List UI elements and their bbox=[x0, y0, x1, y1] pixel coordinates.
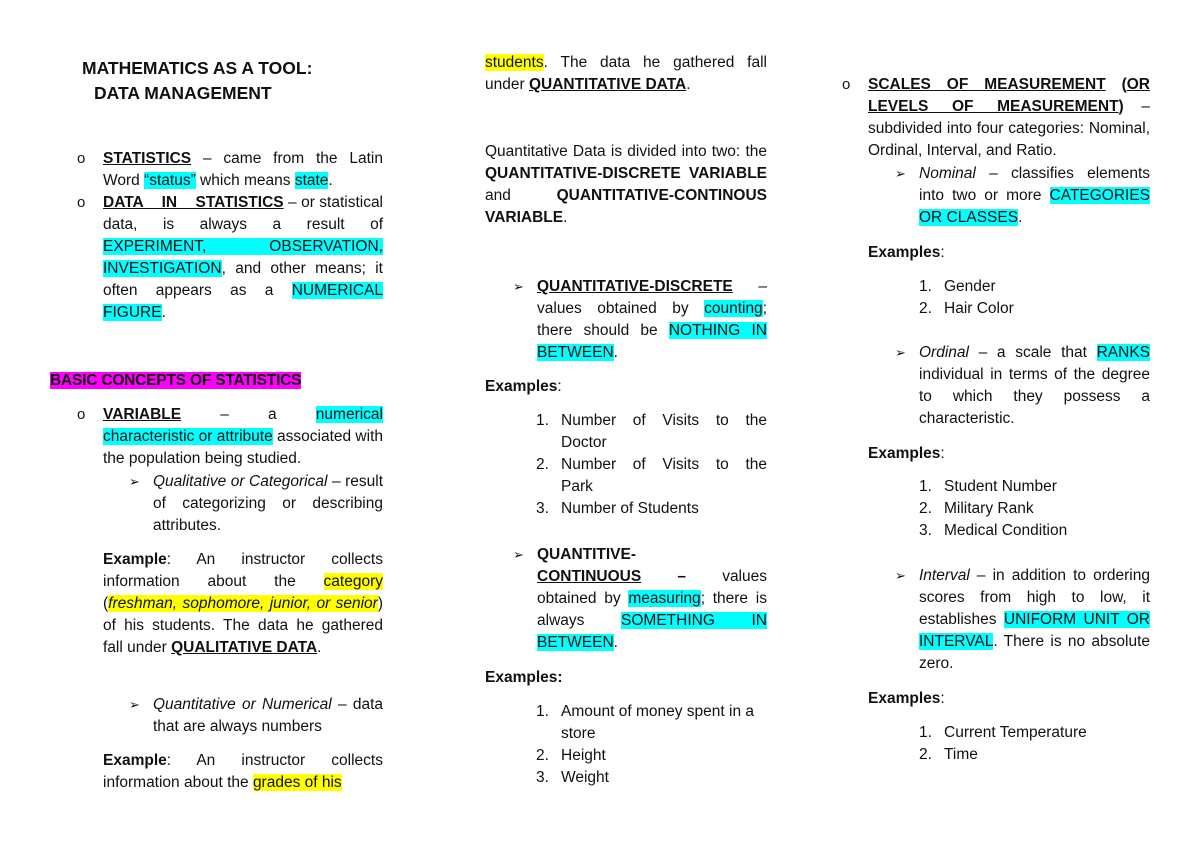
highlight: SOMETHING IN BETWEEN bbox=[537, 612, 768, 651]
data-in-statistics-definition bbox=[103, 192, 383, 324]
example-quantitative-continued bbox=[485, 52, 767, 96]
text: ; there should be bbox=[537, 300, 767, 339]
examples-label-ordinal bbox=[868, 443, 945, 465]
examples-label-nominal bbox=[868, 242, 945, 264]
ordinal-term: Ordinal bbox=[919, 344, 969, 361]
text: . bbox=[686, 76, 691, 93]
text: : An instructor collects information about the bbox=[103, 752, 383, 791]
list-item: 1. Number of Visits to the Doctor bbox=[536, 412, 767, 451]
dash: – bbox=[641, 568, 723, 585]
interval-definition bbox=[919, 565, 1150, 675]
text: which means bbox=[195, 172, 295, 189]
discrete-term: QUANTITATIVE-DISCRETE VARIABLE bbox=[485, 165, 767, 182]
text: – values obtained by bbox=[537, 278, 767, 317]
highlight: grades of his bbox=[252, 774, 342, 791]
item-text: Number of Students bbox=[561, 500, 699, 517]
title-line-1: MATHEMATICS AS A TOOL: bbox=[82, 58, 313, 78]
item-text: Time bbox=[944, 746, 978, 763]
ordinal-definition bbox=[919, 342, 1150, 430]
levels-heading: OR LEVELS OF MEASUREMENT bbox=[868, 76, 1150, 115]
example-quantitative bbox=[103, 750, 383, 794]
item-text: Number of Visits to the Park bbox=[561, 456, 767, 495]
scales-heading: SCALES OF MEASUREMENT bbox=[868, 76, 1106, 93]
highlight: “status” bbox=[144, 172, 196, 189]
text: values obtained by bbox=[537, 568, 767, 607]
highlight: numerical characteristic or attribute bbox=[103, 406, 383, 445]
qualitative-term: Qualitative or Categorical bbox=[153, 473, 328, 490]
text: individual in terms of the degree to which they possess a characteristic. bbox=[919, 366, 1150, 427]
text: – a scale that bbox=[968, 344, 1097, 361]
examples-label-discrete bbox=[485, 376, 562, 398]
examples-label-continuous bbox=[485, 667, 563, 689]
qualitative-definition bbox=[153, 471, 383, 537]
list-item: 2. Number of Visits to the Park bbox=[536, 456, 767, 495]
text: Quantitative Data is divided into two: the bbox=[485, 143, 767, 160]
highlight: EXPERIMENT, OBSERVATION, INVESTIGATION bbox=[103, 238, 383, 277]
item-text: Height bbox=[561, 747, 606, 764]
discrete-examples-list bbox=[536, 410, 767, 520]
examples-label: Examples bbox=[485, 378, 558, 395]
item-text: Gender bbox=[944, 278, 996, 295]
highlight: NUMERICAL FIGURE bbox=[103, 282, 383, 321]
quantitative-divided bbox=[485, 141, 767, 229]
paren: ( bbox=[1105, 76, 1127, 93]
list-item: 2. Time bbox=[919, 746, 978, 763]
quantitative-term: Quantitative or Numerical bbox=[153, 696, 332, 713]
variable-term: VARIABLE bbox=[103, 406, 182, 423]
item-text: Military Rank bbox=[944, 500, 1034, 517]
page-title bbox=[82, 56, 362, 106]
variable-definition bbox=[103, 404, 383, 470]
statistics-term: STATISTICS bbox=[103, 150, 192, 167]
text: associated with the population being studied. bbox=[103, 428, 383, 467]
text: . bbox=[1018, 209, 1023, 226]
list-item: 3. Medical Condition bbox=[919, 522, 1068, 539]
examples-label: Examples bbox=[868, 244, 941, 261]
highlight: CATEGORIES OR CLASSES bbox=[919, 187, 1150, 226]
item-text: Student Number bbox=[944, 478, 1057, 495]
nominal-definition bbox=[919, 163, 1150, 229]
item-text: Medical Condition bbox=[944, 522, 1068, 539]
statistics-definition bbox=[103, 148, 383, 192]
highlight: category bbox=[323, 573, 383, 590]
examples-label-interval bbox=[868, 688, 945, 710]
text: ( bbox=[103, 595, 109, 612]
highlight: RANKS bbox=[1096, 344, 1150, 361]
text: . bbox=[613, 344, 618, 361]
highlight: state bbox=[294, 172, 329, 189]
text: – data that are always numbers bbox=[153, 696, 383, 735]
list-item: 1. Amount of money spent in a store bbox=[536, 703, 755, 742]
text: – in addition to ordering scores from high to low, it establishes bbox=[919, 567, 1150, 628]
highlight: counting bbox=[704, 300, 763, 317]
text: . bbox=[317, 639, 322, 656]
list-item: 3. Number of Students bbox=[536, 500, 699, 517]
heading-text: BASIC CONCEPTS OF STATISTICS bbox=[50, 372, 302, 389]
highlight: measuring bbox=[628, 590, 701, 607]
examples-label: Examples: bbox=[485, 669, 563, 686]
highlight: students bbox=[485, 54, 544, 71]
basic-concepts-heading bbox=[50, 370, 301, 392]
colon: : bbox=[940, 690, 945, 707]
text: . bbox=[161, 304, 166, 321]
continuous-heading: QUANTITIVE- bbox=[537, 546, 637, 563]
example-label: Example bbox=[103, 551, 167, 568]
title-line-2: DATA MANAGEMENT bbox=[94, 83, 272, 103]
examples-label: Examples bbox=[868, 445, 941, 462]
text: . bbox=[563, 209, 568, 226]
qualitative-data-term: QUALITATIVE DATA bbox=[171, 639, 318, 656]
nominal-examples-list bbox=[919, 276, 1150, 320]
text: – came from the Latin Word bbox=[103, 150, 383, 189]
quantitative-definition bbox=[153, 694, 383, 738]
list-item: 3. Weight bbox=[536, 769, 609, 786]
colon: : bbox=[557, 378, 562, 395]
text: , and other means; it often appears as a bbox=[103, 260, 383, 299]
list-item: 1. Current Temperature bbox=[919, 724, 1087, 741]
text: . bbox=[328, 172, 333, 189]
text: ) of his students. The data he gathered fall under bbox=[103, 595, 383, 656]
interval-term: Interval bbox=[919, 567, 970, 584]
highlight: freshman, sophomore, junior, or bbox=[108, 595, 336, 612]
text: – classifies elements into two or more bbox=[919, 165, 1150, 204]
continuous-heading: CONTINUOUS bbox=[537, 568, 642, 585]
colon: : bbox=[940, 244, 945, 261]
text: . bbox=[613, 634, 618, 651]
list-item: 1. Gender bbox=[919, 278, 996, 295]
text: and bbox=[485, 187, 557, 204]
list-item: 2. Hair Color bbox=[919, 300, 1014, 317]
text: : An instructor collects information about the bbox=[103, 551, 383, 590]
quantitative-data-term: QUANTITATIVE DATA bbox=[528, 76, 687, 93]
item-text: Amount of money spent in a store bbox=[561, 703, 755, 742]
list-item: 2. Height bbox=[536, 747, 606, 764]
text: . There is no absolute zero. bbox=[919, 633, 1150, 672]
text: ; there is always bbox=[537, 590, 767, 629]
continuous-examples-list bbox=[536, 701, 767, 789]
item-text: Hair Color bbox=[944, 300, 1014, 317]
example-qualitative bbox=[103, 549, 383, 659]
item-text: Current Temperature bbox=[944, 724, 1087, 741]
continuous-term: QUANTITATIVE-CONTINOUS VARIABLE bbox=[485, 187, 767, 226]
highlight: UNIFORM UNIT OR INTERVAL bbox=[919, 611, 1150, 650]
colon: : bbox=[940, 445, 945, 462]
examples-label: Examples bbox=[868, 690, 941, 707]
list-item: 1. Student Number bbox=[919, 478, 1057, 495]
highlight: NOTHING IN BETWEEN bbox=[537, 322, 767, 361]
discrete-definition bbox=[537, 276, 767, 364]
scales-definition bbox=[868, 74, 1150, 162]
paren: ) bbox=[1118, 98, 1124, 115]
item-text: Weight bbox=[561, 769, 609, 786]
interval-examples-list bbox=[919, 722, 1150, 766]
continuous-definition bbox=[537, 544, 767, 654]
discrete-heading: QUANTITATIVE-DISCRETE bbox=[537, 278, 733, 295]
text: . The data he gathered fall under bbox=[485, 54, 767, 93]
text: – subdivided into four categories: Nominal, Ordinal, Interval, and Ratio. bbox=[868, 98, 1150, 159]
text: – result of categorizing or describing attributes. bbox=[153, 473, 384, 534]
data-in-statistics-term: DATA IN STATISTICS bbox=[103, 194, 284, 211]
item-text: Number of Visits to the Doctor bbox=[561, 412, 767, 451]
example-label: Example bbox=[103, 752, 167, 769]
highlight: senior bbox=[335, 595, 378, 612]
nominal-term: Nominal bbox=[919, 165, 976, 182]
list-item: 2. Military Rank bbox=[919, 500, 1034, 517]
ordinal-examples-list bbox=[919, 476, 1150, 542]
text: – a bbox=[181, 406, 316, 423]
text: – or statistical data, is always a result of bbox=[103, 194, 384, 233]
